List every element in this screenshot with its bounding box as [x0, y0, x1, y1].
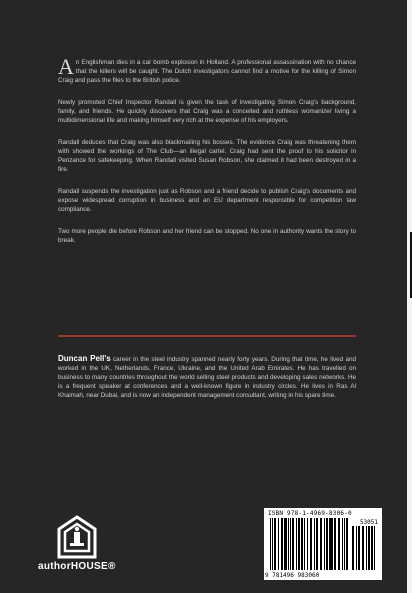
barcode-bar	[281, 518, 283, 570]
author-bio-text: career in the steel industry spanned nearly forty years. During that time, he lived and worked in the UK, Netherlands, France, Ukraine, and the United Arab Emirates. He has travelled on business to many countries throughout the world selling steel products and developing sales networks. He is a frequent speaker at conferences and a well-known figure in industry circles. He lives in Ras Al Khaimah, near Dubai, and is now an independent management consultant, writing in his spare time.	[58, 356, 356, 399]
barcode-bar	[290, 518, 292, 570]
barcode-bar	[362, 526, 364, 570]
barcode-bar	[284, 518, 286, 570]
barcode-bar	[310, 518, 312, 570]
blurb-paragraph-5: Two more people die before Robson and her friend can be stopped. No one in authority wants the story to break.	[58, 228, 356, 244]
blurb-paragraph-3: Randall deduces that Craig was also blackmailing his bosses. The evidence Craig was threatening them with showed the workings of The Club—an illegal cartel. Craig had sent the proof to his solicitor in Penzance for safekeeping. When Randall visited Susan Robson, she claimed it had been destroyed in a fire.	[58, 139, 356, 173]
barcode-bar	[346, 518, 348, 570]
barcode-bar	[358, 526, 360, 570]
barcode-bar	[356, 526, 357, 570]
barcode-bar	[324, 518, 325, 570]
barcode-bar	[316, 518, 318, 570]
barcode-bar	[371, 526, 373, 570]
blurb-paragraph-1	[58, 54, 356, 85]
barcode-bar	[278, 518, 279, 570]
barcode-bar	[301, 518, 303, 570]
barcode-bar	[352, 526, 354, 570]
blurb-paragraph-2: Newly promoted Chief Inspector Randall is given the task of investigating Simon Craig's background, family, and friends. He quickly discovers that Craig was a conceited and ruthless womanizer living a multidimensional life and making himself very rich at the expense of his employers.	[58, 99, 356, 124]
barcode-bar	[326, 518, 328, 570]
isbn-label: ISBN 978-1-4969-8306-0	[268, 510, 352, 517]
isbn-barcode	[264, 508, 382, 580]
barcode-bar	[296, 518, 297, 570]
section-divider	[58, 335, 356, 337]
barcode-bar	[314, 518, 315, 570]
author-name: Duncan Pell's	[58, 354, 111, 363]
blurb-paragraph-4: Randall suspends the investigation just as Robson and a friend decide to publish Craig's documents and expose widespread corruption in business and an EU department responsible for competition law compliance.	[58, 188, 356, 213]
publisher-house-icon	[55, 515, 99, 559]
barcode-bar	[292, 518, 294, 570]
barcode-bars	[270, 518, 350, 570]
barcode-bar	[368, 526, 370, 570]
publisher-name: authorHOUSE®	[38, 561, 116, 572]
addon-barcode-bars	[352, 526, 378, 570]
barcode-bar	[366, 526, 367, 570]
barcode-bar	[320, 518, 322, 570]
barcode-bar	[344, 518, 346, 570]
barcode-bar	[334, 518, 336, 570]
barcode-bar	[298, 518, 300, 570]
book-blurb	[58, 54, 356, 258]
barcode-bar	[304, 518, 305, 570]
blurb-paragraph-1-text: n Englishman dies in a car bomb explosion in Holland. A professional assassination with no chance that the killers will be caught. The Dutch investigators cannot find a motive for the killing of Simon Craig and pass the files to the British police.	[58, 59, 356, 84]
drop-cap: A	[58, 54, 74, 79]
barcode-bar	[329, 518, 331, 570]
barcode-bar	[338, 518, 340, 570]
barcode-bar	[274, 518, 276, 570]
author-bio	[58, 354, 356, 400]
barcode-bar	[307, 518, 309, 570]
publisher-logo	[38, 515, 118, 575]
barcode-bar	[374, 526, 375, 570]
price-code: 53051	[359, 519, 378, 526]
barcode-digits: 9 781496 983060	[265, 572, 320, 579]
barcode-bar	[272, 518, 274, 570]
